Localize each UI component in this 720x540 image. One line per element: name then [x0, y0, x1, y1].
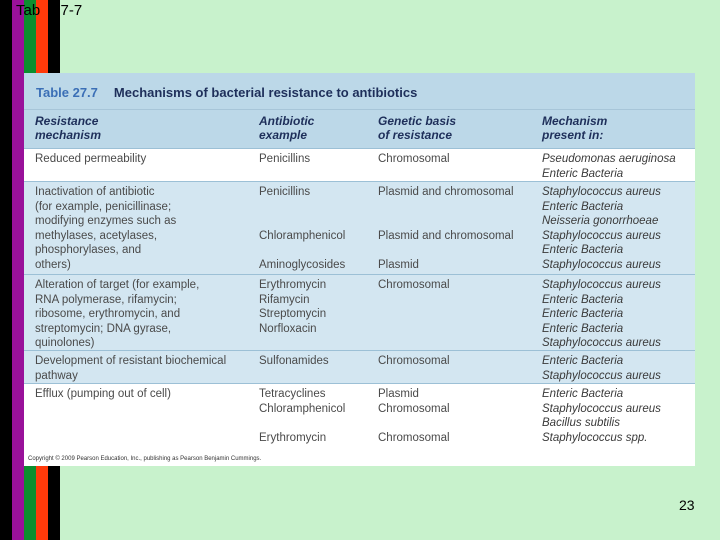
table-image	[24, 73, 695, 466]
table-number: Table 27.7	[36, 85, 98, 100]
table-row	[24, 181, 695, 275]
cell-organisms: Enteric Bacteria Staphylococcus aureus Bacillus subtilis Staphylococcus spp.	[542, 388, 661, 444]
table-title-bar	[24, 73, 695, 109]
cell-organisms: Enteric Bacteria Staphylococcus aureus	[542, 355, 661, 382]
cell-genetic: Plasmid Chromosomal Chromosomal	[378, 388, 450, 444]
cell-mechanism: Efflux (pumping out of cell)	[35, 388, 171, 400]
cell-antibiotic: Sulfonamides	[259, 355, 329, 367]
cell-mechanism: Development of resistant biochemical pathway	[35, 355, 227, 382]
stripe-black-left	[0, 0, 12, 540]
table-row	[24, 383, 695, 454]
table-row	[24, 274, 695, 351]
cell-genetic: Chromosomal	[378, 279, 450, 291]
cell-mechanism: Alteration of target (for example, RNA polymerase, rifamycin; ribosome, erythromycin, and streptomycin; DNA gyrase, quinolones)	[35, 279, 200, 350]
copyright-notice: Copyright © 2009 Pearson Education, Inc., publishing as Pearson Benjamin Cummings.	[28, 456, 262, 462]
table-title	[36, 85, 417, 100]
table-row	[24, 350, 695, 384]
cell-antibiotic: Penicillins	[259, 153, 311, 165]
slide-title-part1: Tab	[16, 2, 41, 19]
page-number: 23	[679, 497, 695, 513]
cell-organisms: Staphylococcus aureus Enteric Bacteria Enteric Bacteria Enteric Bacteria Staphylococcus aureus	[542, 279, 661, 350]
cell-antibiotic: Erythromycin Rifamycin Streptomycin Norfloxacin	[259, 279, 327, 335]
cell-organisms: Pseudomonas aeruginosa Enteric Bacteria	[542, 153, 676, 180]
slide-title	[16, 2, 82, 19]
header-resistance-mechanism: Resistance mechanism	[35, 114, 102, 142]
cell-organisms: Staphylococcus aureus Enteric Bacteria Neisseria gonorrhoeae Staphylococcus aureus Enteric Bacteria Staphylococcus aureus	[542, 186, 661, 271]
header-genetic-basis: Genetic basis of resistance	[378, 114, 457, 142]
table-caption: Mechanisms of bacterial resistance to antibiotics	[113, 85, 418, 100]
table-row	[24, 148, 695, 182]
cell-genetic: Chromosomal	[378, 355, 450, 367]
cell-antibiotic: Penicillins Chloramphenicol Aminoglycosides	[259, 186, 346, 271]
cell-mechanism: Inactivation of antibiotic (for example, penicillinase; modifying enzymes such as methylases, acetylases, phosphorylases, and others)	[35, 186, 177, 271]
table-header-row	[24, 109, 695, 148]
cell-mechanism: Reduced permeability	[35, 153, 147, 165]
header-mechanism-present-in: Mechanism present in:	[542, 114, 608, 142]
header-antibiotic-example: Antibiotic example	[259, 114, 315, 142]
cell-antibiotic: Tetracyclines Chloramphenicol Erythromycin	[259, 388, 346, 444]
slide-title-part2: 27-7	[52, 2, 83, 19]
cell-genetic: Plasmid and chromosomal Plasmid and chromosomal Plasmid	[378, 186, 514, 271]
cell-genetic: Chromosomal	[378, 153, 450, 165]
stripe-purple	[12, 0, 24, 540]
